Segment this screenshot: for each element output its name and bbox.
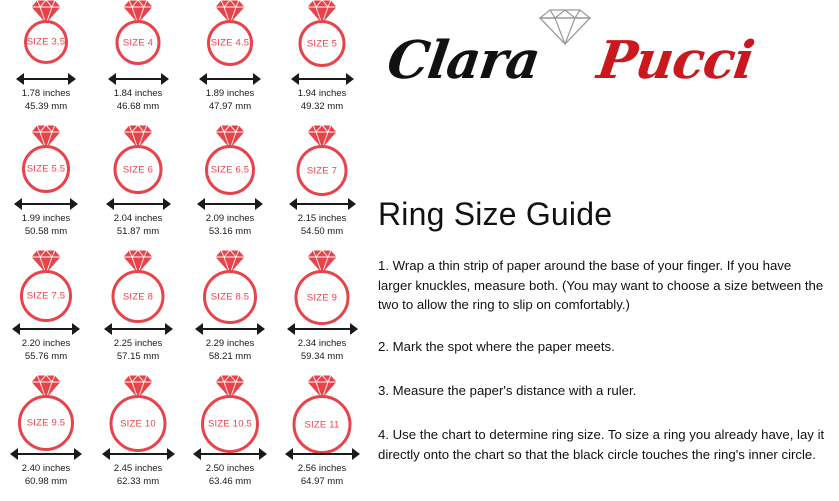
- guide-step-3: 3. Measure the paper's distance with a ruler.: [378, 383, 637, 398]
- ring-size-cell: [184, 0, 276, 125]
- diameter-arrow: [0, 197, 92, 211]
- measurement-mm: 47.97 mm: [208, 100, 252, 112]
- measurement-mm: 54.50 mm: [300, 225, 344, 237]
- ring-band-circle: [112, 270, 165, 323]
- brand-logo: [380, 4, 830, 104]
- measurement-inches: 2.20 inches: [21, 338, 71, 349]
- diameter-arrow: [92, 197, 184, 211]
- diameter-arrow: [276, 447, 368, 461]
- ring-size-cell: [0, 375, 92, 500]
- ring-size-label: SIZE 7: [306, 165, 338, 176]
- logo-text-clara: Clara: [383, 30, 544, 91]
- ring-band-circle: [299, 20, 346, 67]
- ring-size-label: SIZE 6.5: [210, 164, 250, 176]
- ring-measurement: [276, 213, 368, 238]
- ring-measurement: [92, 213, 184, 238]
- guide-panel: [370, 0, 839, 501]
- ring-illustration: [184, 125, 276, 197]
- ring-size-cell: [92, 375, 184, 500]
- measurement-inches: 1.99 inches: [21, 213, 71, 224]
- ring-measurement: [184, 338, 276, 363]
- measurement-inches: 1.94 inches: [297, 88, 347, 99]
- measurement-inches: 2.56 inches: [297, 463, 347, 474]
- ring-size-cell: [92, 250, 184, 375]
- diameter-arrow: [0, 322, 92, 336]
- diameter-arrow: [276, 72, 368, 86]
- measurement-mm: 63.46 mm: [208, 475, 252, 487]
- ring-size-chart: [0, 0, 370, 501]
- ring-measurement: [184, 88, 276, 113]
- measurement-mm: 51.87 mm: [116, 225, 160, 237]
- ring-band-circle: [205, 145, 255, 195]
- ring-measurement: [276, 88, 368, 113]
- ring-measurement: [0, 338, 92, 363]
- diameter-arrow: [0, 447, 92, 461]
- ring-measurement: [0, 463, 92, 488]
- ring-measurement: [276, 463, 368, 488]
- measurement-inches: 2.34 inches: [297, 338, 347, 349]
- diameter-arrow: [184, 447, 276, 461]
- ring-size-label: SIZE 3.5: [26, 36, 66, 48]
- measurement-mm: 62.33 mm: [116, 475, 160, 487]
- ring-size-cell: [184, 125, 276, 250]
- ring-size-label: SIZE 9: [306, 292, 338, 303]
- diameter-arrow: [184, 322, 276, 336]
- ring-illustration: [0, 250, 92, 322]
- ring-band-circle: [116, 20, 161, 65]
- guide-step-2: 2. Mark the spot where the paper meets.: [378, 339, 615, 354]
- ring-size-cell: [276, 250, 368, 375]
- ring-measurement: [276, 338, 368, 363]
- diameter-arrow: [0, 72, 92, 86]
- ring-size-cell: [0, 0, 92, 125]
- measurement-inches: 1.89 inches: [205, 88, 255, 99]
- ring-size-label: SIZE 11: [304, 419, 340, 430]
- ring-band-circle: [297, 145, 348, 196]
- ring-band-circle: [110, 395, 167, 452]
- measurement-inches: 1.78 inches: [21, 88, 71, 99]
- diameter-arrow: [184, 197, 276, 211]
- ring-illustration: [92, 250, 184, 322]
- ring-size-cell: [276, 0, 368, 125]
- ring-band-circle: [207, 20, 253, 66]
- ring-illustration: [92, 0, 184, 72]
- ring-illustration: [276, 250, 368, 322]
- diameter-arrow: [184, 72, 276, 86]
- ring-size-label: SIZE 8: [122, 291, 154, 302]
- ring-size-cell: [184, 250, 276, 375]
- ring-measurement: [0, 213, 92, 238]
- ring-illustration: [92, 375, 184, 447]
- measurement-inches: 2.15 inches: [297, 213, 347, 224]
- ring-measurement: [92, 88, 184, 113]
- ring-band-circle: [201, 395, 259, 453]
- logo-text-pucci: Pucci: [593, 30, 758, 91]
- ring-size-label: SIZE 6: [122, 164, 154, 175]
- ring-measurement: [92, 463, 184, 488]
- page-title: Ring Size Guide: [378, 196, 613, 232]
- ring-illustration: [184, 375, 276, 447]
- measurement-inches: 2.09 inches: [205, 213, 255, 224]
- measurement-inches: 2.04 inches: [113, 213, 163, 224]
- measurement-inches: 2.29 inches: [205, 338, 255, 349]
- ring-size-label: SIZE 7.5: [26, 290, 66, 302]
- measurement-mm: 58.21 mm: [208, 350, 252, 362]
- diameter-arrow: [92, 447, 184, 461]
- ring-illustration: [184, 0, 276, 72]
- ring-size-label: SIZE 8.5: [210, 291, 250, 303]
- ring-band-circle: [18, 395, 74, 451]
- measurement-inches: 2.45 inches: [113, 463, 163, 474]
- measurement-mm: 55.76 mm: [24, 350, 68, 362]
- ring-band-circle: [295, 270, 350, 325]
- measurement-mm: 53.16 mm: [208, 225, 252, 237]
- ring-size-cell: [276, 125, 368, 250]
- ring-size-label: SIZE 4: [122, 37, 154, 48]
- ring-band-circle: [24, 20, 68, 64]
- ring-illustration: [276, 125, 368, 197]
- measurement-mm: 60.98 mm: [24, 475, 68, 487]
- guide-step-4: 4. Use the chart to determine ring size. To size a ring you already have, lay it directly onto the chart so that the black circle touches the ring's inner circle.: [378, 427, 825, 462]
- ring-band-circle: [203, 270, 257, 324]
- ring-band-circle: [114, 145, 163, 194]
- ring-size-label: SIZE 9.5: [26, 417, 66, 429]
- ring-size-cell: [92, 125, 184, 250]
- diameter-arrow: [276, 197, 368, 211]
- ring-band-circle: [20, 270, 72, 322]
- ring-size-label: SIZE 4.5: [210, 37, 250, 49]
- ring-illustration: [92, 125, 184, 197]
- ring-size-cell: [0, 125, 92, 250]
- measurement-mm: 57.15 mm: [116, 350, 160, 362]
- measurement-mm: 46.68 mm: [116, 100, 160, 112]
- ring-measurement: [184, 213, 276, 238]
- ring-measurement: [0, 88, 92, 113]
- ring-size-label: SIZE 10: [120, 418, 156, 429]
- ring-size-label: SIZE 5.5: [26, 163, 66, 175]
- measurement-mm: 50.58 mm: [24, 225, 68, 237]
- ring-size-cell: [0, 250, 92, 375]
- ring-band-circle: [22, 145, 70, 193]
- diameter-arrow: [92, 72, 184, 86]
- measurement-mm: 64.97 mm: [300, 475, 344, 487]
- ring-band-circle: [293, 395, 352, 454]
- diameter-arrow: [276, 322, 368, 336]
- measurement-inches: 1.84 inches: [113, 88, 163, 99]
- ring-illustration: [276, 0, 368, 72]
- measurement-inches: 2.40 inches: [21, 463, 71, 474]
- ring-size-cell: [184, 375, 276, 500]
- diameter-arrow: [92, 322, 184, 336]
- ring-measurement: [184, 463, 276, 488]
- measurement-inches: 2.25 inches: [113, 338, 163, 349]
- ring-illustration: [184, 250, 276, 322]
- ring-measurement: [92, 338, 184, 363]
- measurement-mm: 59.34 mm: [300, 350, 344, 362]
- ring-size-label: SIZE 10.5: [207, 418, 253, 430]
- ring-size-label: SIZE 5: [306, 38, 338, 49]
- guide-step-1: 1. Wrap a thin strip of paper around the base of your finger. If you have larger knuckles, measure both. (You may want to choose a size between the two to allow the ring to slip on comfortably.): [378, 258, 824, 312]
- ring-size-cell: [276, 375, 368, 500]
- measurement-inches: 2.50 inches: [205, 463, 255, 474]
- ring-illustration: [0, 375, 92, 447]
- ring-illustration: [0, 125, 92, 197]
- measurement-mm: 49.32 mm: [300, 100, 344, 112]
- ring-size-cell: [92, 0, 184, 125]
- ring-illustration: [276, 375, 368, 447]
- ring-illustration: [0, 0, 92, 72]
- measurement-mm: 45.39 mm: [24, 100, 68, 112]
